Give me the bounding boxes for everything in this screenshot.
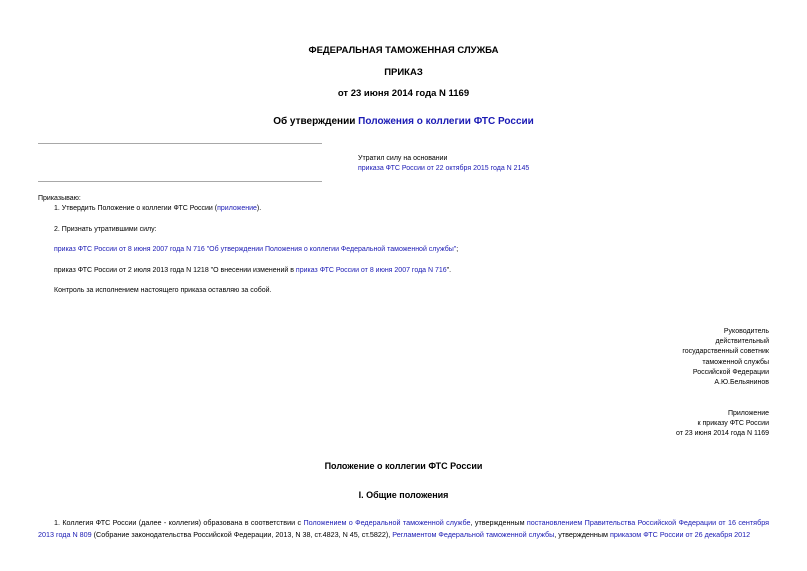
revoked-2-link[interactable]: приказ ФТС России от 8 июня 2007 года N 716 (295, 267, 447, 274)
intro-text: Приказываю: (38, 195, 81, 202)
p1-link-fts-regulation[interactable]: Положением о Федеральной таможенной службе (303, 518, 471, 527)
agency-name: ФЕДЕРАЛЬНАЯ ТАМОЖЕННАЯ СЛУЖБА (308, 45, 499, 56)
top-divider (38, 143, 322, 144)
signature-block (682, 327, 769, 388)
item-2: 2. Признать утратившими силу: (54, 226, 157, 233)
p1-link-fts-order[interactable]: приказом ФТС России от 26 декабря 2012 (609, 529, 751, 539)
revoked-1-link[interactable]: приказ ФТС России от 8 июня 2007 года N 716 "Об утверждении Положения о коллегии Федеральной таможенной службы" (54, 246, 457, 253)
document-date: от 23 июня 2014 года N 1169 (337, 88, 470, 99)
p1-link-government-decree[interactable]: постановлением Правительства Российской Федерации от 16 сентября 2013 года N 809 (38, 518, 770, 539)
revoked-2-end: ". (446, 267, 452, 274)
status-link[interactable]: приказа ФТС России от 22 октября 2015 года N 2145 (358, 165, 530, 172)
revoked-1 (54, 245, 458, 254)
signature-line: Руководитель (723, 328, 769, 335)
bottom-divider (38, 181, 322, 182)
item-1 (54, 204, 261, 213)
signature-line: таможенной службы (702, 358, 769, 366)
regulation-title: Положение о коллегии ФТС России (324, 461, 483, 471)
appendix-block (676, 409, 769, 440)
appendix-line: к приказу ФТС России (697, 420, 769, 428)
appendix-link[interactable]: приложение (217, 205, 257, 212)
p1-text-a: 1. Коллегия ФТС России (далее - коллегия) образована в соответствии с (54, 518, 304, 527)
p1-link-fts-rules[interactable]: Регламентом Федеральной таможенной службы (392, 529, 555, 539)
revoked-2 (54, 266, 451, 275)
document-type: ПРИКАЗ (384, 67, 423, 78)
item-1-text: 1. Утвердить Положение о коллегии ФТС России ( (54, 205, 218, 212)
signature-line: действительный (715, 338, 769, 346)
signature-line: Российской Федерации (692, 368, 769, 376)
appendix-line: Приложение (727, 410, 769, 417)
p1-text-d: , утвержденным (554, 529, 610, 539)
title-prefix: Об утверждении (273, 116, 359, 127)
item-1-end: ). (256, 205, 262, 212)
control-text: Контроль за исполнением настоящего приказа оставляю за собой. (54, 287, 272, 294)
title-link[interactable]: Положения о коллегии ФТС России (358, 116, 534, 127)
status-line: Утратил силу на основании (358, 155, 448, 162)
appendix-line: от 23 июня 2014 года N 1169 (675, 430, 769, 438)
section-heading: I. Общие положения (358, 490, 449, 500)
p1-text-b: , утвержденным (470, 518, 527, 527)
revoked-1-end: ; (456, 246, 459, 253)
regulation-paragraph-1 (38, 517, 769, 540)
revoked-2-text: приказ ФТС России от 2 июля 2013 года N 1218 "О внесении изменений в (54, 267, 296, 274)
signature-line: государственный советник (682, 348, 769, 356)
document-title (0, 116, 807, 127)
p1-text-c: (Собрание законодательства Российской Федерации, 2013, N 38, ст.4823, N 45, ст.5822), (91, 529, 393, 539)
signatory-name: А.Ю.Бельянинов (714, 379, 769, 387)
